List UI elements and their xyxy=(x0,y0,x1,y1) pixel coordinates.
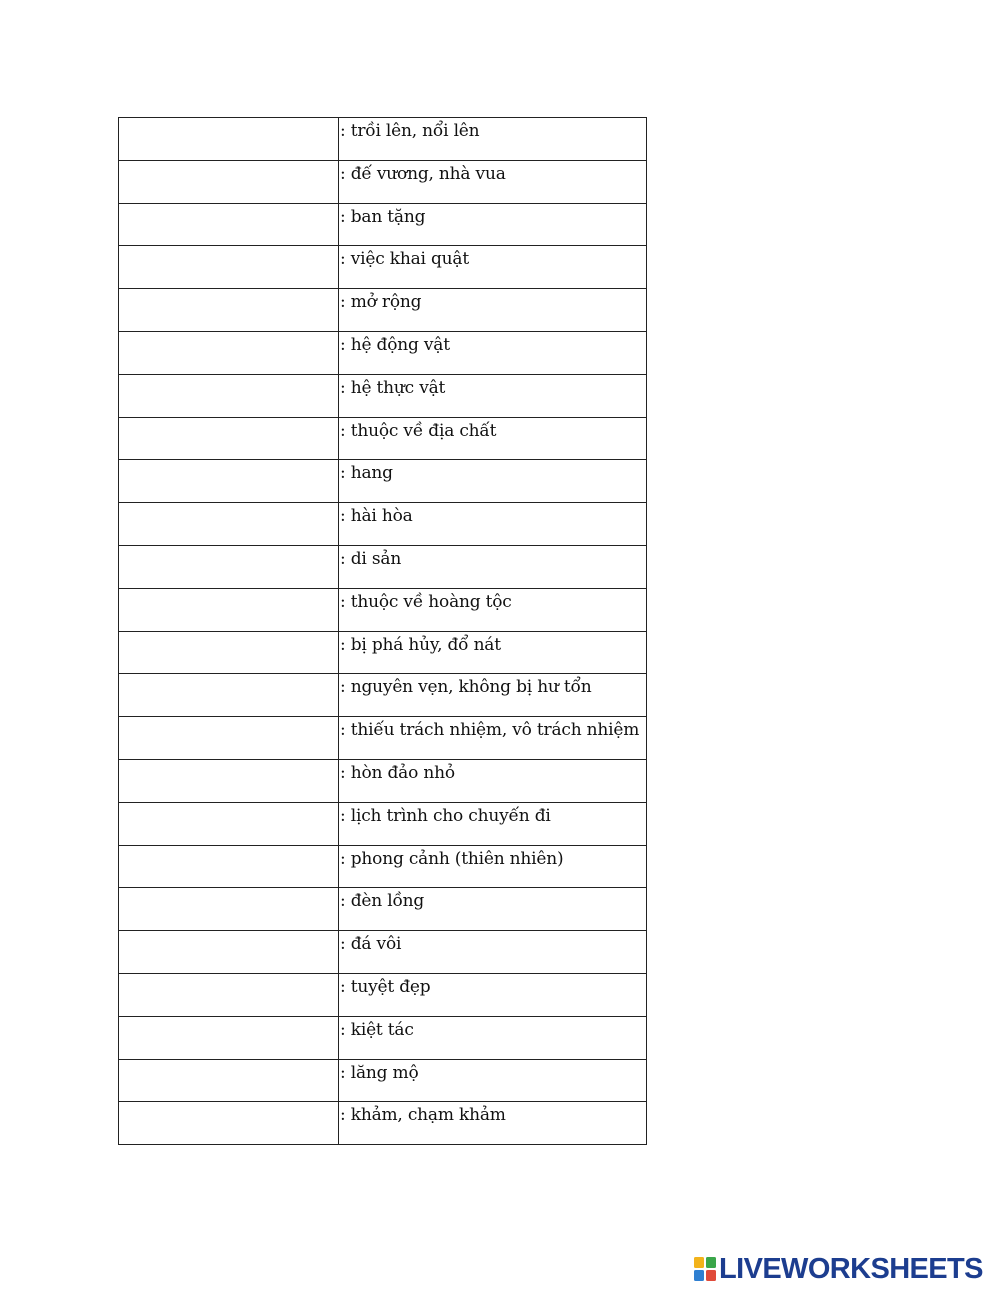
answer-cell[interactable] xyxy=(119,160,339,203)
vocab-row xyxy=(119,717,647,760)
logo-block-yellow xyxy=(694,1257,704,1268)
answer-cell[interactable] xyxy=(119,588,339,631)
meaning-cell: : hang xyxy=(339,460,647,503)
answer-input[interactable] xyxy=(119,974,338,1016)
vocab-row xyxy=(119,1059,647,1102)
vocab-row xyxy=(119,631,647,674)
vocab-row xyxy=(119,374,647,417)
liveworksheets-logo-icon xyxy=(693,1256,717,1282)
vocab-row xyxy=(119,674,647,717)
meaning-cell: : thiếu trách nhiệm, vô trách nhiệm xyxy=(339,717,647,760)
meaning-cell: : di sản xyxy=(339,545,647,588)
answer-input[interactable] xyxy=(119,289,338,331)
answer-input[interactable] xyxy=(119,161,338,203)
answer-input[interactable] xyxy=(119,589,338,631)
vocab-row xyxy=(119,588,647,631)
answer-input[interactable] xyxy=(119,418,338,460)
vocab-row xyxy=(119,460,647,503)
meaning-cell: : đá vôi xyxy=(339,931,647,974)
logo-text: LIVEWORKSHEETS xyxy=(719,1253,983,1285)
meaning-cell: : bị phá hủy, đổ nát xyxy=(339,631,647,674)
answer-input[interactable] xyxy=(119,204,338,246)
answer-input[interactable] xyxy=(119,1017,338,1059)
answer-cell[interactable] xyxy=(119,717,339,760)
answer-input[interactable] xyxy=(119,674,338,716)
answer-cell[interactable] xyxy=(119,931,339,974)
logo-block-blue xyxy=(694,1270,704,1281)
answer-input[interactable] xyxy=(119,931,338,973)
vocab-row xyxy=(119,931,647,974)
answer-cell[interactable] xyxy=(119,1059,339,1102)
meaning-cell: : lăng mộ xyxy=(339,1059,647,1102)
answer-input[interactable] xyxy=(119,717,338,759)
answer-cell[interactable] xyxy=(119,545,339,588)
answer-input[interactable] xyxy=(119,332,338,374)
vocab-table xyxy=(118,117,647,1145)
logo-block-red xyxy=(706,1270,716,1281)
answer-cell[interactable] xyxy=(119,417,339,460)
logo-block-green xyxy=(706,1257,716,1268)
vocab-table-body xyxy=(119,118,647,1145)
answer-input[interactable] xyxy=(119,803,338,845)
answer-cell[interactable] xyxy=(119,845,339,888)
vocab-row xyxy=(119,802,647,845)
answer-cell[interactable] xyxy=(119,759,339,802)
vocab-row xyxy=(119,289,647,332)
vocab-row xyxy=(119,845,647,888)
vocab-row xyxy=(119,331,647,374)
meaning-cell: : đế vương, nhà vua xyxy=(339,160,647,203)
meaning-cell: : lịch trình cho chuyến đi xyxy=(339,802,647,845)
meaning-cell: : kiệt tác xyxy=(339,1016,647,1059)
answer-input[interactable] xyxy=(119,375,338,417)
answer-cell[interactable] xyxy=(119,331,339,374)
vocab-row xyxy=(119,503,647,546)
meaning-cell: : hòn đảo nhỏ xyxy=(339,759,647,802)
answer-cell[interactable] xyxy=(119,888,339,931)
vocab-row xyxy=(119,545,647,588)
meaning-cell: : nguyên vẹn, không bị hư tổn xyxy=(339,674,647,717)
answer-input[interactable] xyxy=(119,1102,338,1144)
answer-cell[interactable] xyxy=(119,374,339,417)
meaning-cell: : mở rộng xyxy=(339,289,647,332)
answer-cell[interactable] xyxy=(119,289,339,332)
answer-cell[interactable] xyxy=(119,1102,339,1145)
answer-cell[interactable] xyxy=(119,802,339,845)
answer-input[interactable] xyxy=(119,846,338,888)
answer-input[interactable] xyxy=(119,888,338,930)
vocab-row xyxy=(119,888,647,931)
vocab-row xyxy=(119,417,647,460)
meaning-cell: : tuyệt đẹp xyxy=(339,973,647,1016)
answer-input[interactable] xyxy=(119,118,338,160)
meaning-cell: : ban tặng xyxy=(339,203,647,246)
vocab-row xyxy=(119,160,647,203)
meaning-cell: : hệ động vật xyxy=(339,331,647,374)
answer-input[interactable] xyxy=(119,1060,338,1102)
answer-cell[interactable] xyxy=(119,674,339,717)
answer-input[interactable] xyxy=(119,632,338,674)
answer-input[interactable] xyxy=(119,503,338,545)
vocab-row xyxy=(119,203,647,246)
meaning-cell: : khảm, chạm khảm xyxy=(339,1102,647,1145)
answer-input[interactable] xyxy=(119,760,338,802)
meaning-cell: : thuộc về hoàng tộc xyxy=(339,588,647,631)
vocab-row xyxy=(119,246,647,289)
answer-cell[interactable] xyxy=(119,246,339,289)
meaning-cell: : trồi lên, nổi lên xyxy=(339,118,647,161)
vocab-row xyxy=(119,973,647,1016)
meaning-cell: : phong cảnh (thiên nhiên) xyxy=(339,845,647,888)
answer-cell[interactable] xyxy=(119,973,339,1016)
answer-cell[interactable] xyxy=(119,118,339,161)
vocab-row xyxy=(119,1102,647,1145)
meaning-cell: : việc khai quật xyxy=(339,246,647,289)
meaning-cell: : đèn lồng xyxy=(339,888,647,931)
vocab-row xyxy=(119,118,647,161)
answer-cell[interactable] xyxy=(119,1016,339,1059)
answer-cell[interactable] xyxy=(119,460,339,503)
answer-cell[interactable] xyxy=(119,503,339,546)
vocab-row xyxy=(119,1016,647,1059)
answer-cell[interactable] xyxy=(119,631,339,674)
vocab-row xyxy=(119,759,647,802)
answer-cell[interactable] xyxy=(119,203,339,246)
answer-input[interactable] xyxy=(119,460,338,502)
meaning-cell: : hài hòa xyxy=(339,503,647,546)
answer-input[interactable] xyxy=(119,246,338,288)
meaning-cell: : thuộc về địa chất xyxy=(339,417,647,460)
meaning-cell: : hệ thực vật xyxy=(339,374,647,417)
liveworksheets-logo xyxy=(693,1254,983,1284)
answer-input[interactable] xyxy=(119,546,338,588)
